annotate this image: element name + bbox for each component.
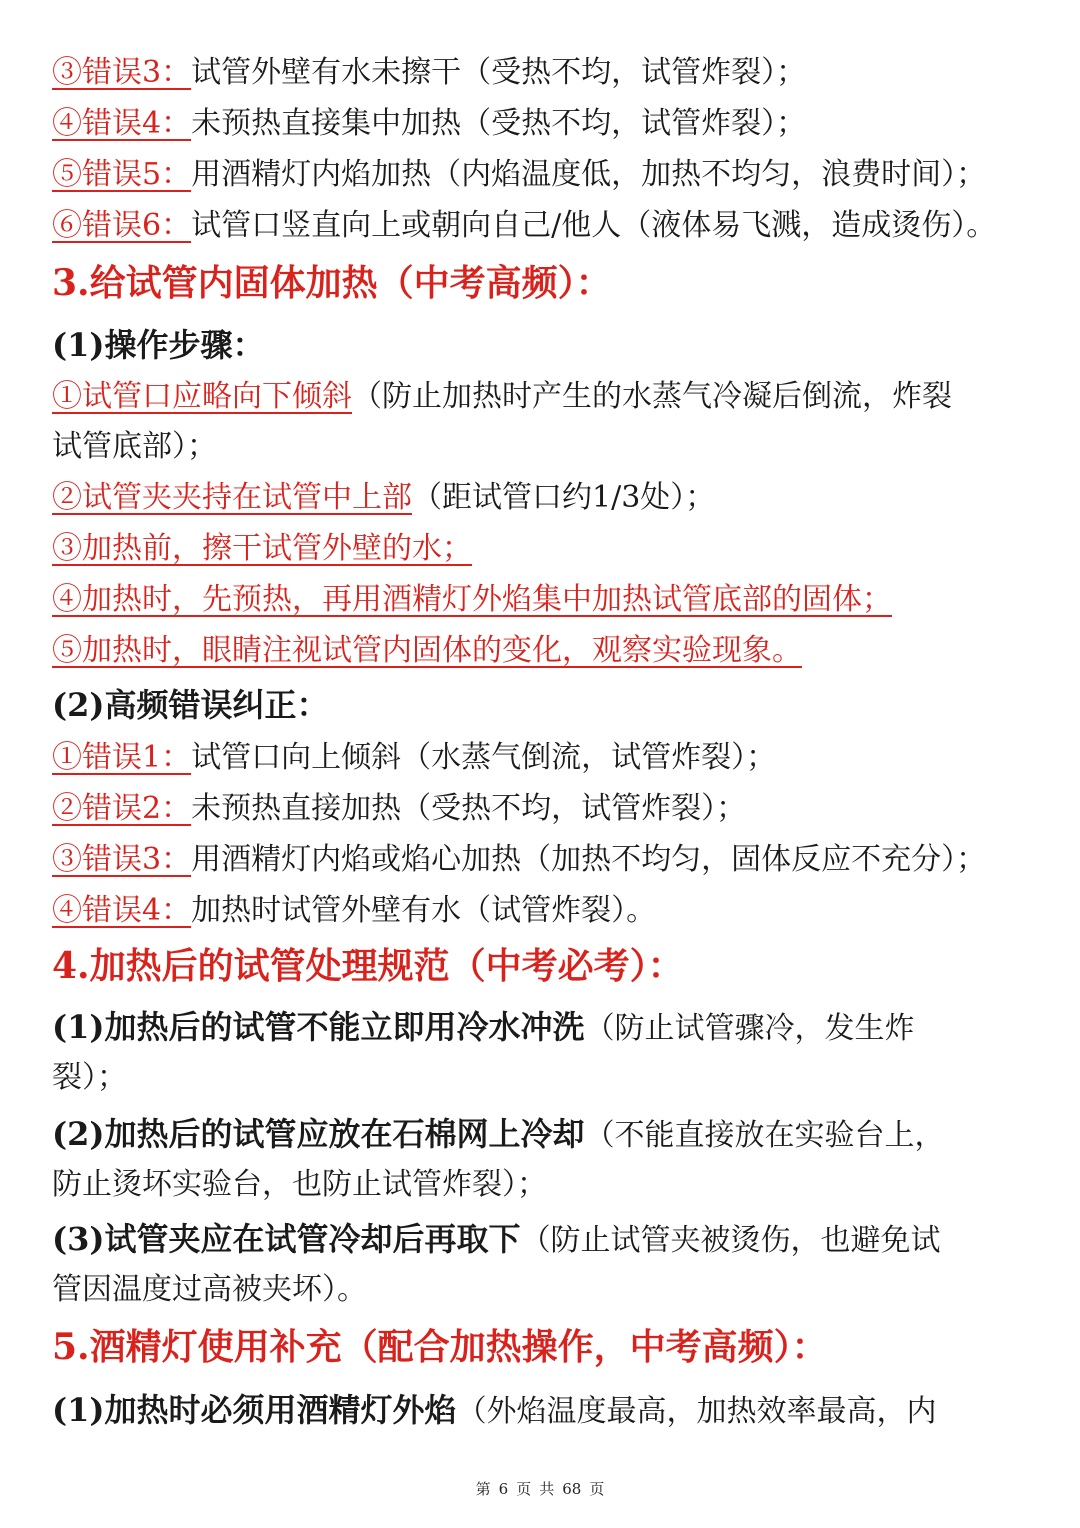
- rule-1-continued: 裂）；: [52, 1060, 127, 1095]
- error-text: 试管外壁有水未擦干（受热不均，试管炸裂）；: [191, 55, 807, 90]
- error-label: ⑥错误6：: [52, 208, 192, 243]
- step-4: [52, 575, 1030, 625]
- step-red-text: ⑤加热时，眼睛注视试管内固体的变化，观察实验现象。: [52, 633, 802, 668]
- error-line-5: [52, 150, 1030, 200]
- error-line-3: [52, 48, 1030, 98]
- rule-2-continued: 防止烫坏实验台，也防止试管炸裂）；: [52, 1167, 547, 1202]
- rule-5-1: [52, 1385, 1030, 1435]
- errors-title: (2)高频错误纠正：: [52, 686, 329, 724]
- step-5: [52, 626, 1030, 676]
- error-text: 试管口向上倾斜（水蒸气倒流，试管炸裂）；: [191, 740, 777, 775]
- page-number: 6: [498, 1480, 509, 1498]
- error-label: ③错误3：: [52, 842, 192, 877]
- step-3: [52, 524, 1030, 574]
- section-3-title: 3.给试管内固体加热（中考高频）：: [52, 262, 612, 304]
- rule-note: （防止试管骤冷，发生炸: [584, 1011, 915, 1046]
- rule-bold: (1)加热时必须用酒精灯外焰: [52, 1391, 457, 1429]
- error-text: 未预热直接加热（受热不均，试管炸裂）；: [191, 791, 747, 826]
- step-2: [52, 473, 1030, 523]
- rule-note: （外焰温度最高，加热效率最高，内: [456, 1394, 937, 1429]
- error-text: 加热时试管外壁有水（试管炸裂）。: [191, 893, 657, 928]
- error-text: 试管口竖直向上或朝向自己/他人（液体易飞溅，造成烫伤）。: [191, 208, 997, 243]
- error-line-4: [52, 99, 1030, 149]
- step-red-text: ①试管口应略向下倾斜: [52, 379, 352, 414]
- error-text: 用酒精灯内焰或焰心加热（加热不均匀，固体反应不充分）；: [191, 842, 987, 877]
- rule-3-continued: 管因温度过高被夹坏）。: [52, 1272, 367, 1307]
- footer-word: 第: [475, 1480, 491, 1498]
- rule-note: （防止试管夹被烫伤，也避免试: [520, 1223, 941, 1258]
- section-4-title: 4.加热后的试管处理规范（中考必考）：: [52, 945, 684, 987]
- step-note: （距试管口约1/3处）；: [412, 480, 716, 515]
- error-correction-3: [52, 835, 1030, 885]
- rule-2: [52, 1109, 1030, 1159]
- rule-note: （不能直接放在实验台上，: [584, 1118, 945, 1153]
- step-1-continued: 试管底部）；: [52, 429, 217, 464]
- error-line-6: [52, 201, 1030, 251]
- steps-title: (1)操作步骤：: [52, 326, 265, 364]
- total-pages: 68: [562, 1480, 582, 1498]
- error-text: 未预热直接集中加热（受热不均，试管炸裂）；: [191, 106, 807, 141]
- error-text: 用酒精灯内焰加热（内焰温度低，加热不均匀，浪费时间）；: [191, 157, 987, 192]
- rule-3: [52, 1214, 1030, 1264]
- step-1: [52, 372, 1030, 422]
- error-correction-4: [52, 886, 1030, 936]
- rule-bold: (2)加热后的试管应放在石棉网上冷却: [52, 1115, 585, 1153]
- error-label: ③错误3：: [52, 55, 192, 90]
- rule-bold: (1)加热后的试管不能立即用冷水冲洗: [52, 1008, 585, 1046]
- footer-word: 页: [516, 1480, 532, 1498]
- step-red-text: ②试管夹夹持在试管中上部: [52, 480, 412, 515]
- error-label: ⑤错误5：: [52, 157, 192, 192]
- step-red-text: ④加热时，先预热，再用酒精灯外焰集中加热试管底部的固体；: [52, 582, 892, 617]
- footer-word: 共: [539, 1480, 555, 1498]
- page-footer: [0, 1478, 1080, 1499]
- error-label: ④错误4：: [52, 893, 192, 928]
- rule-1: [52, 1002, 1030, 1052]
- step-red-text: ③加热前，擦干试管外壁的水；: [52, 531, 472, 566]
- error-label: ①错误1：: [52, 740, 192, 775]
- error-label: ②错误2：: [52, 791, 192, 826]
- section-5-title: 5.酒精灯使用补充（配合加热操作，中考高频）：: [52, 1326, 828, 1368]
- error-correction-1: [52, 733, 1030, 783]
- error-correction-2: [52, 784, 1030, 834]
- step-note: （防止加热时产生的水蒸气冷凝后倒流，炸裂: [352, 379, 952, 414]
- footer-word: 页: [589, 1480, 605, 1498]
- error-label: ④错误4：: [52, 106, 192, 141]
- rule-bold: (3)试管夹应在试管冷却后再取下: [52, 1220, 521, 1258]
